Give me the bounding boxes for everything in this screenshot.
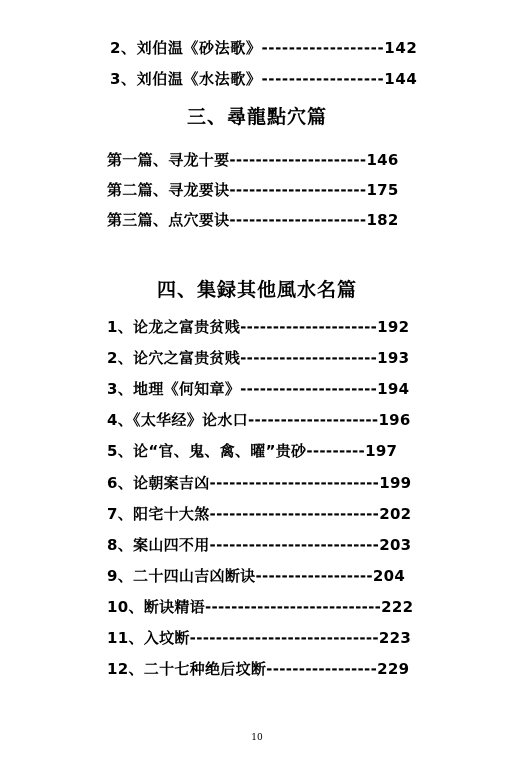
toc-entry: 第三篇、点穴要诀---------------------182 [107, 211, 399, 229]
toc-entry: 1、论龙之富贵贫贱---------------------192 [107, 318, 410, 336]
toc-entry: 2、论穴之富贵贫贱---------------------193 [107, 349, 410, 367]
section-heading: 三、尋龍點穴篇 [186, 106, 327, 128]
toc-entry: 第二篇、寻龙要诀---------------------175 [107, 181, 399, 199]
toc-entry: 6、论朝案吉凶--------------------------199 [107, 474, 412, 492]
toc-entry: 第一篇、寻龙十要---------------------146 [107, 151, 399, 169]
toc-entry: 4、《太华经》论水口--------------------196 [107, 411, 411, 429]
page-number: 10 [251, 733, 263, 743]
toc-entry: 9、二十四山吉凶断诀------------------204 [107, 567, 406, 585]
toc-entry: 10、断诀精语---------------------------222 [107, 598, 414, 616]
toc-entry: 8、案山四不用--------------------------203 [107, 536, 412, 554]
toc-entry: 2、刘伯温《砂法歌》------------------142 [110, 39, 418, 57]
toc-entry: 5、论“官、鬼、禽、曜”贵砂---------197 [107, 442, 398, 460]
toc-entry: 3、地理《何知章》---------------------194 [107, 380, 410, 398]
toc-entry: 11、入坟断-----------------------------223 [107, 629, 412, 647]
toc-entry: 3、刘伯温《水法歌》------------------144 [110, 70, 418, 88]
toc-entry: 7、阳宅十大煞--------------------------202 [107, 505, 412, 523]
toc-entry: 12、二十七种绝后坟断-----------------229 [107, 660, 410, 678]
section-heading: 四、集録其他風水名篇 [156, 279, 357, 301]
